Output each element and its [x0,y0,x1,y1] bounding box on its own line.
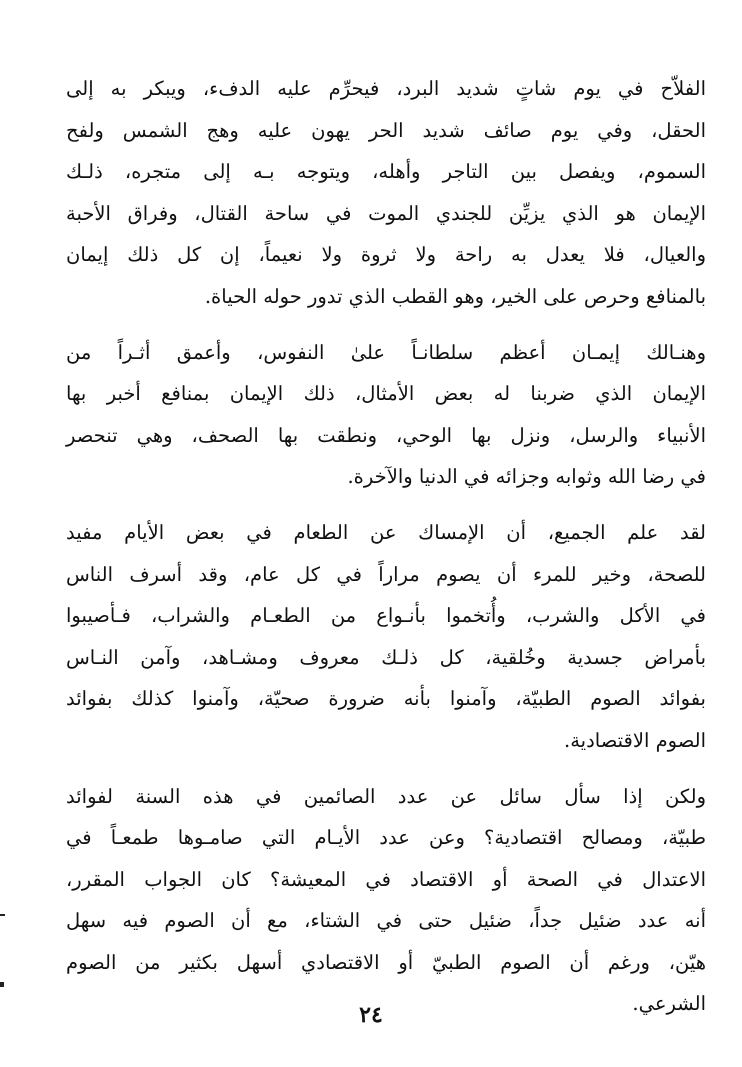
paragraph-3 [66,512,706,762]
text-line: الشرعي. [632,992,706,1016]
text-line: الاعتدال في الصحة أو الاقتصاد في المعيشة؟ كان الجواب المقرر، [66,867,706,891]
body-text [66,68,706,1039]
text-line: بأمراض جسدية وخُلقية، كل ذلـك معروف ومشـاهد، وآمن النـاس [66,645,706,669]
scan-mark [0,982,4,987]
text-line: الفلاّح في يوم شاتٍ شديد البرد، فيحرِّم عليه الدفء، ويبكر به إلى [66,77,706,100]
text-line: الصوم الاقتصادية. [564,728,706,752]
text-line: الإيمان الذي ضربنا له بعض الأمثال، ذلك الإيمان بمنافع أخبر بها [66,382,706,406]
text-line: الحقل، وفي يوم صائف شديد الحر يهون عليه وهج الشمس ولفح [66,118,706,142]
text-line: لقد علم الجميع، أن الإمساك عن الطعام في بعض الأيام مفيد [66,520,706,544]
text-line: طبيّة، ومصالح اقتصادية؟ وعن عدد الأيـام التي صامـوها طمعـاً في [66,826,706,850]
text-line: السموم، ويفصل بين التاجر وأهله، ويتوجه بـه إلى متجره، ذلـك [66,160,706,184]
text-line: بالمنافع وحرص على الخير، وهو القطب الذي تدور حوله الحياة. [204,284,706,308]
text-line: هيّن، ورغم أن الصوم الطبيّ أو الاقتصادي أسهل بكثير من الصوم [66,950,706,974]
scan-mark [0,914,5,916]
text-line: للصحة، وخير للمرء أن يصوم مراراً في كل عام، وقد أسرف الناس [66,562,706,586]
text-line: بفوائد الصوم الطبيّة، وآمنوا بأنه ضرورة صحيّة، وآمنوا كذلك بفوائد [66,687,706,711]
text-line: ولكن إذا سأل سائل عن عدد الصائمين في هذه السنة لفوائد [66,784,706,808]
paragraph-4 [66,776,706,1026]
text-line: في رضا الله وثوابه وجزائه في الدنيا والآخرة. [347,465,706,489]
text-line: الأنبياء والرسل، ونزل بها الوحي، ونطقت بها الصحف، وهي تنحصر [66,423,706,447]
text-line: في الأكل والشرب، وأُتخموا بأنـواع من الطعـام والشراب، فـأصيبوا [66,604,706,628]
text-line: وهنـالك إيمـان أعظم سلطانـاً علىٰ النفوس، وأعمق أثـراً من [66,340,706,364]
text-line: أنه عدد ضئيل جداً، ضئيل حتى في الشتاء، مع أن الصوم فيه سهل [66,909,706,933]
paragraph-1 [66,68,706,318]
page-number: ٢٤ [359,1002,383,1028]
text-line: والعيال، فلا يعدل به راحة ولا ثروة ولا نعيماً، إن كل ذلك إيمان [66,243,706,267]
paragraph-2 [66,332,706,498]
text-line: الإيمان هو الذي يزيِّن للجندي الموت في ساحة القتال، وفراق الأحبة [66,201,706,225]
